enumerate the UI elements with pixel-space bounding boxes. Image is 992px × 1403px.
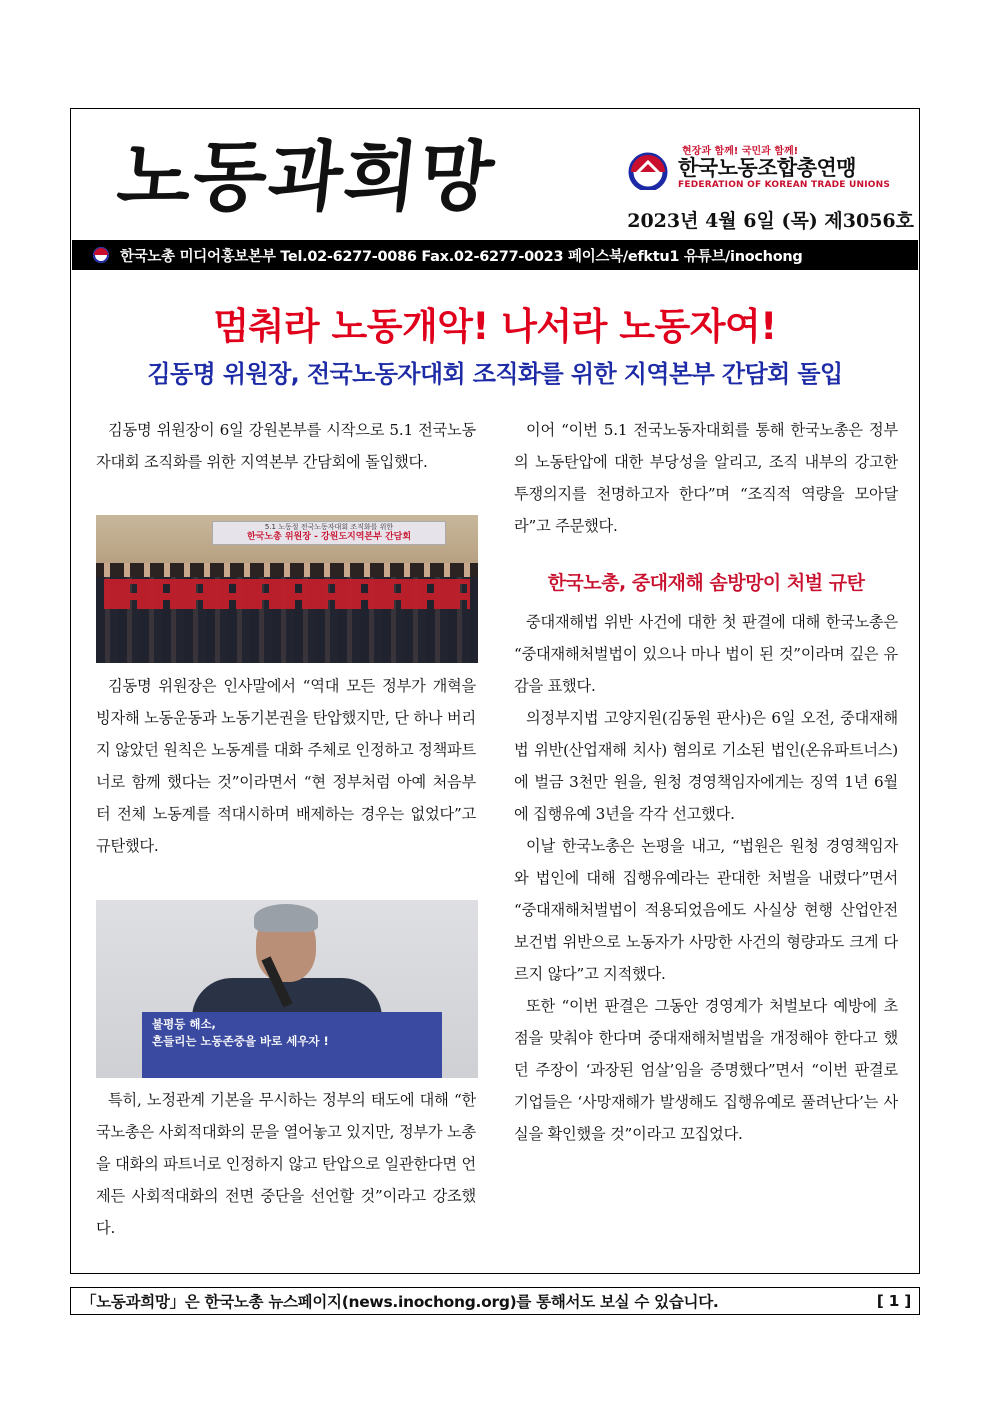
right-column-bottom xyxy=(514,606,898,1150)
paragraph: 중대재해법 위반 사건에 대한 첫 판결에 대해 한국노총은 “중대재해처벌법이 있으나 마나 법이 된 것”이라며 깊은 유감을 표했다. xyxy=(514,613,898,695)
left-column-bottom xyxy=(96,1084,476,1244)
photo-banner xyxy=(212,521,446,545)
page-footer xyxy=(70,1287,920,1315)
paragraph: 이날 한국노총은 논평을 내고, “법원은 원청 경영책임자와 법인에 대해 집행유예라는 관대한 처벌을 내렸다”면서 “중대재해처벌법이 적용되었음에도 사실상 현행 산업안전보건법 위반으로 노동자가 사망한 사건의 형량과도 크게 다르지 않다”고 지적했다. xyxy=(514,837,898,983)
article-subhead: 김동명 위원장, 전국노동자대회 조직화를 위한 지역본부 간담회 돌입 xyxy=(147,360,843,388)
podium-line-2: 흔들리는 노동존중을 바로 세우자 ! xyxy=(152,1034,329,1048)
fktu-logo-icon xyxy=(626,150,670,190)
footer-note: 「노동과희망」은 한국노총 뉴스페이지(news.inochong.org)를 통해서도 보실 수 있습니다. xyxy=(81,1293,719,1311)
meeting-group-photo xyxy=(96,515,478,663)
banner-main-text: 한국노총 위원장 - 강원도지역본부 간담회 xyxy=(246,532,412,542)
banner-small-text: 5.1 노동절 전국노동자대회 조직화를 위한 xyxy=(264,523,394,531)
article-headline: 멈춰라 노동개악! 나서라 노동자여! xyxy=(213,305,777,348)
paragraph: 김동명 위원장은 인사말에서 “역대 모든 정부가 개혁을 빙자해 노동운동과 노동기본권을 탄압했지만, 단 하나 버리지 않았던 원칙은 노동계를 대화 주체로 인정하고 정책파트너로 함께 했다는 것”이라면서 “현 정부처럼 아예 처음부터 전체 노동계를 적대시하며 배제하는 경우는 없었다”고 규탄했다. xyxy=(96,677,476,855)
org-name-en: FEDERATION OF KOREAN TRADE UNIONS xyxy=(678,180,891,190)
fktu-mini-logo-icon xyxy=(90,245,112,265)
speaker-photo xyxy=(96,900,478,1078)
podium-sign xyxy=(152,1016,442,1050)
section-subheading: 한국노총, 중대재해 솜방망이 처벌 규탄 xyxy=(547,572,865,594)
contact-info: 한국노총 미디어홍보본부 Tel.02-6277-0086 Fax.02-6277-0023 페이스북/efktu1 유튜브/inochong xyxy=(120,248,803,265)
masthead-title: 노동과희망 xyxy=(113,132,500,221)
left-column-top xyxy=(96,414,476,478)
podium-line-1: 불평등 해소, xyxy=(152,1017,216,1031)
paragraph: 이어 “이번 5.1 전국노동자대회를 통해 한국노총은 정부의 노동탄압에 대한 부당성을 알리고, 조직 내부의 강고한 투쟁의지를 천명하고자 한다”며 “조직적 역량을 모아달라”고 주문했다. xyxy=(514,421,898,535)
paragraph: 또한 “이번 판결은 그동안 경영계가 처벌보다 예방에 초점을 맞춰야 한다며 중대재해처벌법을 개정해야 한다고 했던 주장이 ‘과장된 엄살’임을 증명했다”면서 “이번 판결로 기업들은 ‘사망재해가 발생해도 집행유예로 풀려난다’는 사실을 확인했을 것”이라고 꼬집었다. xyxy=(514,997,898,1143)
org-slogan: 현장과 함께! 국민과 함께! xyxy=(682,146,799,157)
right-column-top xyxy=(514,414,898,542)
paragraph: 특히, 노정관계 기본을 무시하는 정부의 태도에 대해 “한국노총은 사회적대화의 문을 열어놓고 있지만, 정부가 노총을 대화의 파트너로 인정하지 않고 탄압으로 일관한다면 언제든 사회적대화의 전면 중단을 선언할 것”이라고 강조했다. xyxy=(96,1091,476,1237)
paragraph: 의정부지법 고양지원(김동원 판사)은 6일 오전, 중대재해법 위반(산업재해 치사) 혐의로 기소된 법인(온유파트너스)에 벌금 3천만 원을, 원청 경영책임자에게는 징역 1년 6월에 집행유예 3년을 각각 선고했다. xyxy=(514,709,898,823)
left-column-middle xyxy=(96,670,476,862)
page-number: [ 1 ] xyxy=(876,1292,911,1310)
issue-date: 2023년 4월 6일 (목) 제3056호 xyxy=(627,210,914,232)
paragraph: 김동명 위원장이 6일 강원본부를 시작으로 5.1 전국노동자대회 조직화를 위한 지역본부 간담회에 돌입했다. xyxy=(96,421,476,471)
org-name: 한국노동조합총연맹 xyxy=(678,156,857,180)
contact-bar xyxy=(72,240,918,270)
